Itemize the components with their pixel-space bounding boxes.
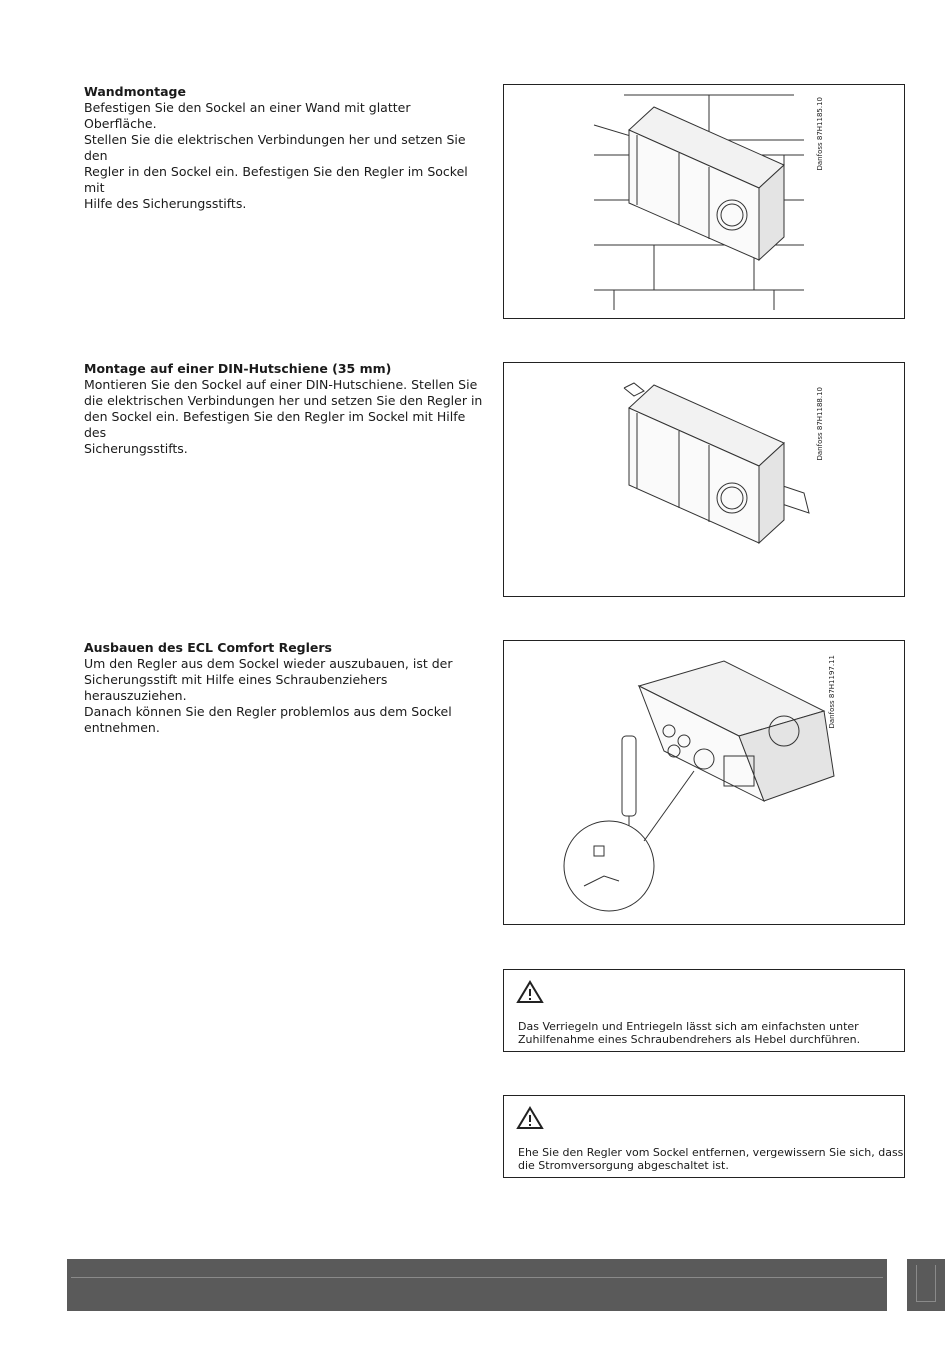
- controller-removal-drawing: [504, 641, 904, 924]
- footer-tab-mark: [916, 1265, 936, 1302]
- footer-page-tab: [907, 1259, 945, 1311]
- section-heading: Montage auf einer DIN-Hutschiene (35 mm): [84, 361, 392, 376]
- warning-triangle-icon: [516, 1106, 544, 1130]
- din-rail-mount-drawing: [504, 363, 904, 596]
- wall-mount-drawing: [504, 85, 904, 318]
- figure-code: Danfoss 87H1185.10: [816, 97, 824, 171]
- notice-text: Ehe Sie den Regler vom Sockel entfernen, vergewissern Sie sich, dass die Stromversorgung abgeschaltet ist.: [518, 1146, 904, 1172]
- warning-notice: [503, 969, 905, 1052]
- section-heading: Wandmontage: [84, 84, 186, 99]
- warning-triangle-icon: [516, 980, 544, 1004]
- section-body: Befestigen Sie den Sockel an einer Wand mit glatter Oberfläche. Stellen Sie die elektrischen Verbindungen her und setzen Sie den Regler in den Sockel ein. Befestigen Sie den Regler im Sockel mit Hilfe des Sicherungsstifts.: [84, 100, 468, 211]
- section-controller-removal: [84, 640, 484, 736]
- section-wall-mounting: [84, 84, 484, 212]
- wall-mount-illustration: [503, 84, 905, 319]
- figure-code: Danfoss 87H1197.11: [828, 655, 836, 729]
- section-heading: Ausbauen des ECL Comfort Reglers: [84, 640, 332, 655]
- warning-notice: [503, 1095, 905, 1178]
- section-body: Montieren Sie den Sockel auf einer DIN-Hutschiene. Stellen Sie die elektrischen Verbindungen her und setzen Sie den Regler in den Sockel ein. Befestigen Sie den Regler im Sockel mit Hilfe des Sicherungsstifts.: [84, 377, 483, 456]
- footer-bar: [67, 1259, 887, 1311]
- section-body: Um den Regler aus dem Sockel wieder auszubauen, ist der Sicherungsstift mit Hilfe eines Schraubenziehers herauszuziehen. Danach können Sie den Regler problemlos aus dem Sockel entnehmen.: [84, 656, 453, 735]
- figure-code: Danfoss 87H1188.10: [816, 387, 824, 461]
- din-rail-mount-illustration: [503, 362, 905, 597]
- section-din-rail-mounting: [84, 361, 484, 457]
- notice-text: Das Verriegeln und Entriegeln lässt sich am einfachsten unter Zuhilfenahme eines Schraubendrehers als Hebel durchführen.: [518, 1020, 861, 1046]
- controller-removal-illustration: [503, 640, 905, 925]
- footer-rule: [71, 1263, 883, 1278]
